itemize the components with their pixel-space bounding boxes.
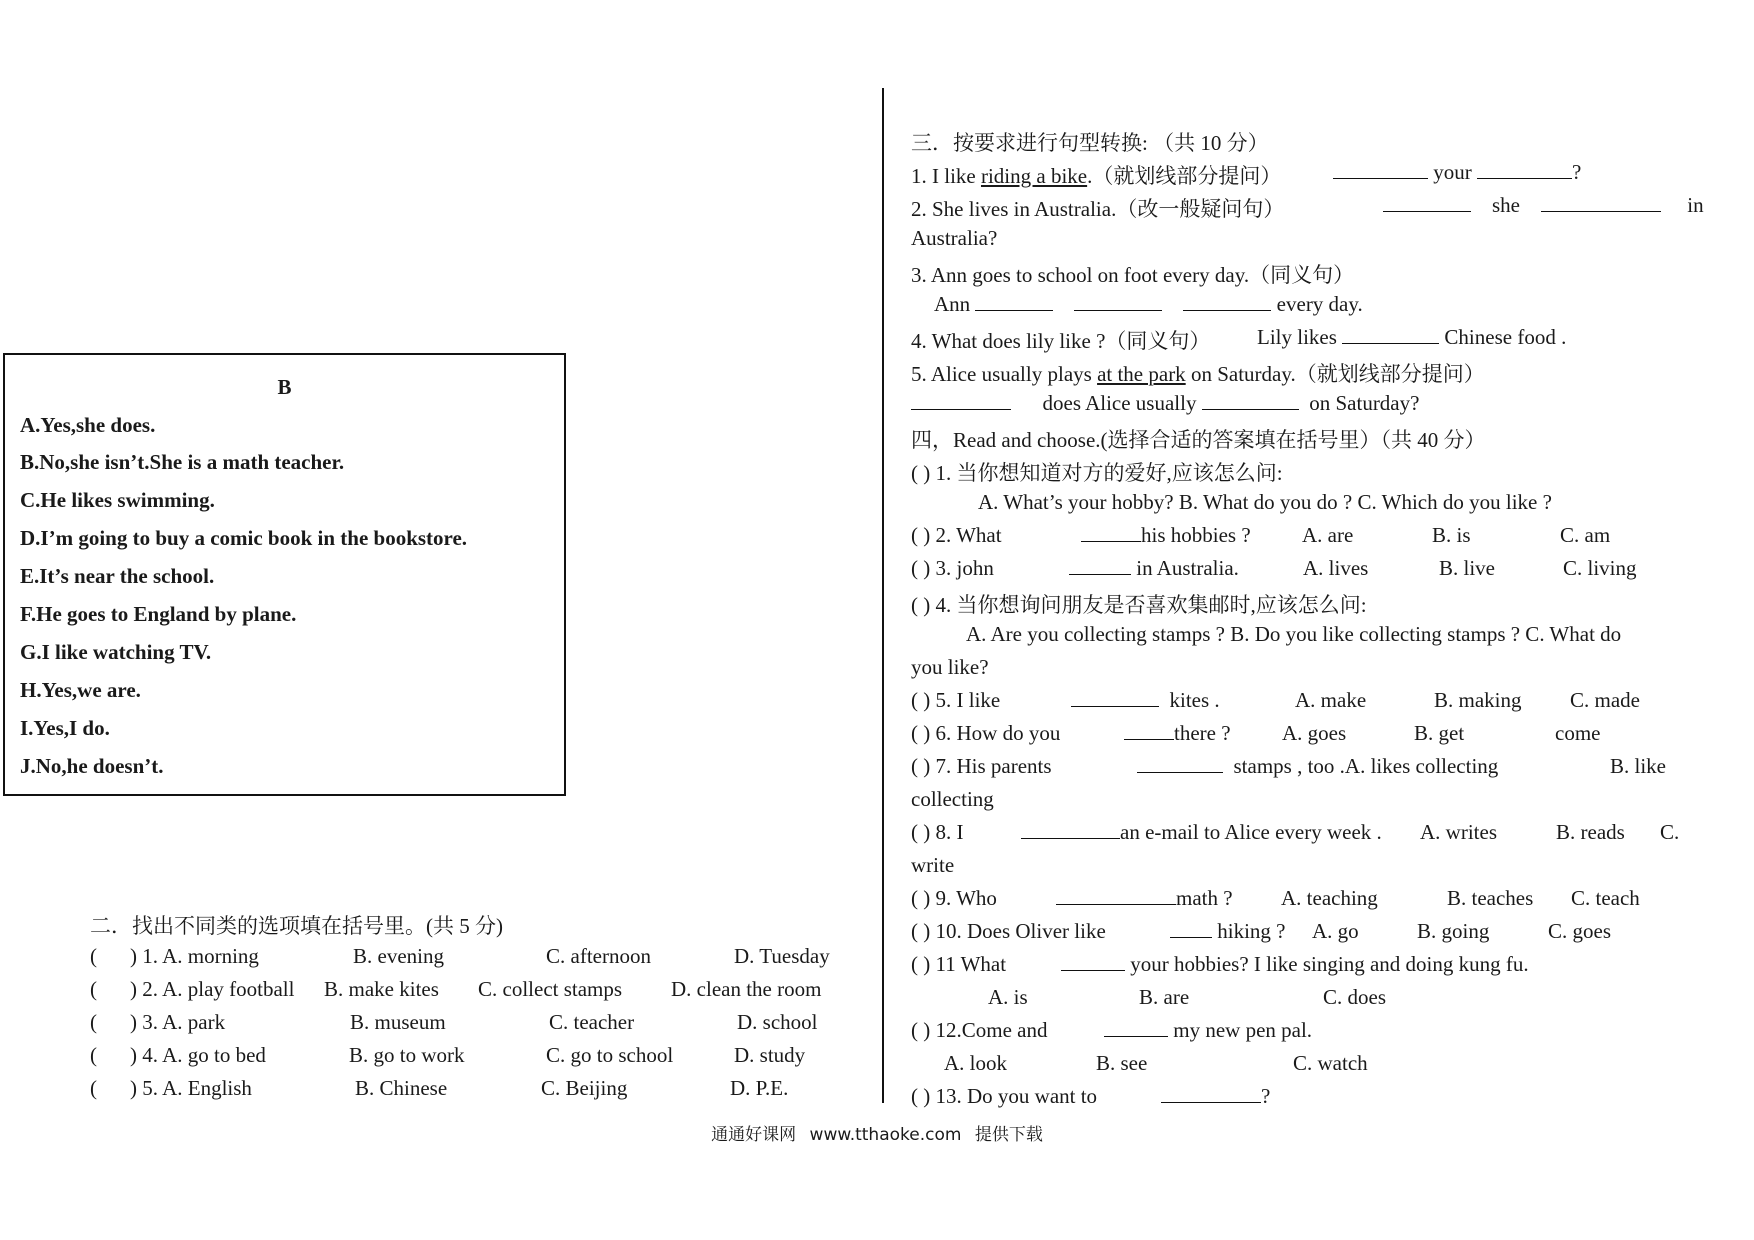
answer-blank[interactable]: [975, 292, 1053, 311]
section3-question-1: 1. I like riding a bike.（就划线部分提问）: [911, 164, 1282, 188]
answer-blank[interactable]: [911, 391, 1011, 410]
section3-heading: 三．按要求进行句型转换: （共 10 分）: [911, 131, 1269, 155]
box-item: A.Yes,she does.: [20, 413, 156, 437]
box-item: E.It’s near the school.: [20, 564, 215, 588]
option-a: A. go: [1312, 919, 1359, 943]
option-b: B. get: [1414, 721, 1465, 745]
question-1: ( ) 1. 当你想知道对方的爱好,应该怎么问:: [911, 461, 1283, 485]
box-item: H.Yes,we are.: [20, 678, 141, 702]
answer-blank[interactable]: [1061, 952, 1125, 971]
option-c: come: [1555, 721, 1601, 745]
answer-blank[interactable]: [1477, 160, 1572, 179]
question-4-options: A. Are you collecting stamps ? B. Do you like collecting stamps ? C. What do: [966, 622, 1622, 646]
footer-site: 通通好课网: [711, 1125, 797, 1145]
option-b: B. are: [1139, 985, 1190, 1009]
answer-paren[interactable]: (: [90, 977, 97, 1001]
column-divider: [882, 88, 884, 1103]
answer-blank[interactable]: [1124, 721, 1174, 740]
box-item: D.I’m going to buy a comic book in the bookstore.: [20, 526, 468, 550]
option-a: ) 2. A. play football: [130, 977, 295, 1001]
option-c: C. teach: [1571, 886, 1640, 910]
option-c: C. teacher: [549, 1010, 635, 1034]
answer-blank[interactable]: [1056, 886, 1176, 905]
answer-blank[interactable]: [1342, 325, 1439, 344]
section3-question-4-answer: Lily likes Chinese food .: [1257, 325, 1567, 349]
option-b: B. see: [1096, 1051, 1148, 1075]
option-a: ) 4. A. go to bed: [130, 1043, 266, 1067]
option-c: C. collect stamps: [478, 977, 623, 1001]
option-a: A. lives: [1303, 556, 1369, 580]
option-a: A. are: [1302, 523, 1354, 547]
answer-blank[interactable]: [1333, 160, 1428, 179]
option-a: A. goes: [1282, 721, 1347, 745]
option-c: C. afternoon: [546, 944, 651, 968]
option-a: ) 5. A. English: [130, 1076, 252, 1100]
option-d: D. study: [734, 1043, 806, 1067]
answer-paren[interactable]: (: [90, 944, 97, 968]
answer-blank[interactable]: [1104, 1018, 1168, 1037]
answer-blank[interactable]: [1137, 754, 1223, 773]
option-c: C. go to school: [546, 1043, 674, 1067]
box-item: I.Yes,I do.: [20, 716, 110, 740]
option-a: ) 1. A. morning: [130, 944, 259, 968]
answer-blank[interactable]: [1383, 193, 1471, 212]
option-c: C. does: [1323, 985, 1386, 1009]
section3-question-5-answer: does Alice usually on Saturday?: [911, 391, 1419, 416]
box-title: B: [277, 375, 292, 399]
section2-heading: 二．找出不同类的选项填在括号里。(共 5 分): [90, 914, 503, 938]
question-8-cont: write: [911, 853, 955, 877]
section3-question-2-answer: she in: [1383, 193, 1704, 218]
option-c: C. am: [1560, 523, 1611, 547]
option-b: B. go to work: [349, 1043, 465, 1067]
section3-question-1-answer: your ?: [1333, 160, 1581, 185]
section3-question-4: 4. What does lily like ?（同义句）: [911, 329, 1211, 353]
footer-url[interactable]: www.tthaoke.com: [809, 1125, 962, 1145]
option-c: C. made: [1570, 688, 1640, 712]
option-b: B. make kites: [324, 977, 439, 1001]
question-7-cont: collecting: [911, 787, 994, 811]
option-d: D. school: [737, 1010, 818, 1034]
answer-blank[interactable]: [1074, 292, 1162, 311]
option-c: C. living: [1563, 556, 1637, 580]
footer-note: 提供下载: [974, 1125, 1043, 1145]
option-b: B. Chinese: [355, 1076, 448, 1100]
option-b: B. reads: [1556, 820, 1625, 844]
box-item: B.No,she isn’t.She is a math teacher.: [20, 450, 345, 474]
option-c: C. Beijing: [541, 1076, 628, 1100]
answer-blank[interactable]: [1071, 688, 1159, 707]
page-footer: [0, 1120, 1754, 1145]
box-item: F.He goes to England by plane.: [20, 602, 297, 626]
option-a: A. make: [1295, 688, 1367, 712]
section3-question-5: 5. Alice usually plays at the park on Saturday.（就划线部分提问）: [911, 362, 1485, 386]
question-4-cont: you like?: [911, 655, 989, 679]
answer-blank[interactable]: [1183, 292, 1271, 311]
option-b: B. live: [1439, 556, 1495, 580]
question-1-options: A. What’s your hobby? B. What do you do ? C. Which do you like ?: [978, 490, 1552, 514]
option-c: C. goes: [1548, 919, 1611, 943]
answer-blank[interactable]: [1170, 919, 1212, 938]
option-c: C. watch: [1293, 1051, 1368, 1075]
answer-blank[interactable]: [1069, 556, 1131, 575]
answer-paren[interactable]: (: [90, 1076, 97, 1100]
option-b: B. is: [1432, 523, 1471, 547]
section3-question-3: 3. Ann goes to school on foot every day.（同义句）: [911, 263, 1355, 287]
option-b: B. going: [1417, 919, 1490, 943]
section3-question-2: 2. She lives in Australia.（改一般疑问句）: [911, 197, 1285, 221]
box-item: J.No,he doesn’t.: [20, 754, 164, 778]
option-b: B. teaches: [1447, 886, 1534, 910]
option-d: D. Tuesday: [734, 944, 830, 968]
question-4: ( ) 4. 当你想询问朋友是否喜欢集邮时,应该怎么问:: [911, 593, 1367, 617]
box-item: C.He likes swimming.: [20, 488, 215, 512]
option-d: D. P.E.: [730, 1076, 789, 1100]
answer-blank[interactable]: [1021, 820, 1120, 839]
section3-question-3-answer: Ann every day.: [934, 292, 1363, 316]
answer-box-b: [3, 353, 566, 796]
option-a: A. look: [944, 1051, 1007, 1075]
section4-heading: 四，Read and choose.(选择合适的答案填在括号里）（共 40 分）: [911, 428, 1486, 452]
answer-blank[interactable]: [1081, 523, 1141, 542]
option-d: D. clean the room: [671, 977, 822, 1001]
option-a: A. writes: [1420, 820, 1497, 844]
answer-paren[interactable]: (: [90, 1043, 97, 1067]
option-a: A. teaching: [1281, 886, 1378, 910]
option-b: B. museum: [350, 1010, 446, 1034]
option-b: B. making: [1434, 688, 1522, 712]
section3-question-2-cont: Australia?: [911, 226, 998, 250]
option-b: B. evening: [353, 944, 444, 968]
box-item: G.I like watching TV.: [20, 640, 212, 664]
option-c: C.: [1660, 820, 1680, 844]
answer-blank[interactable]: [1202, 391, 1299, 410]
option-a: A. is: [988, 985, 1028, 1009]
answer-blank[interactable]: [1161, 1084, 1261, 1103]
option-a: ) 3. A. park: [130, 1010, 226, 1034]
answer-paren[interactable]: (: [90, 1010, 97, 1034]
answer-blank[interactable]: [1541, 193, 1661, 212]
